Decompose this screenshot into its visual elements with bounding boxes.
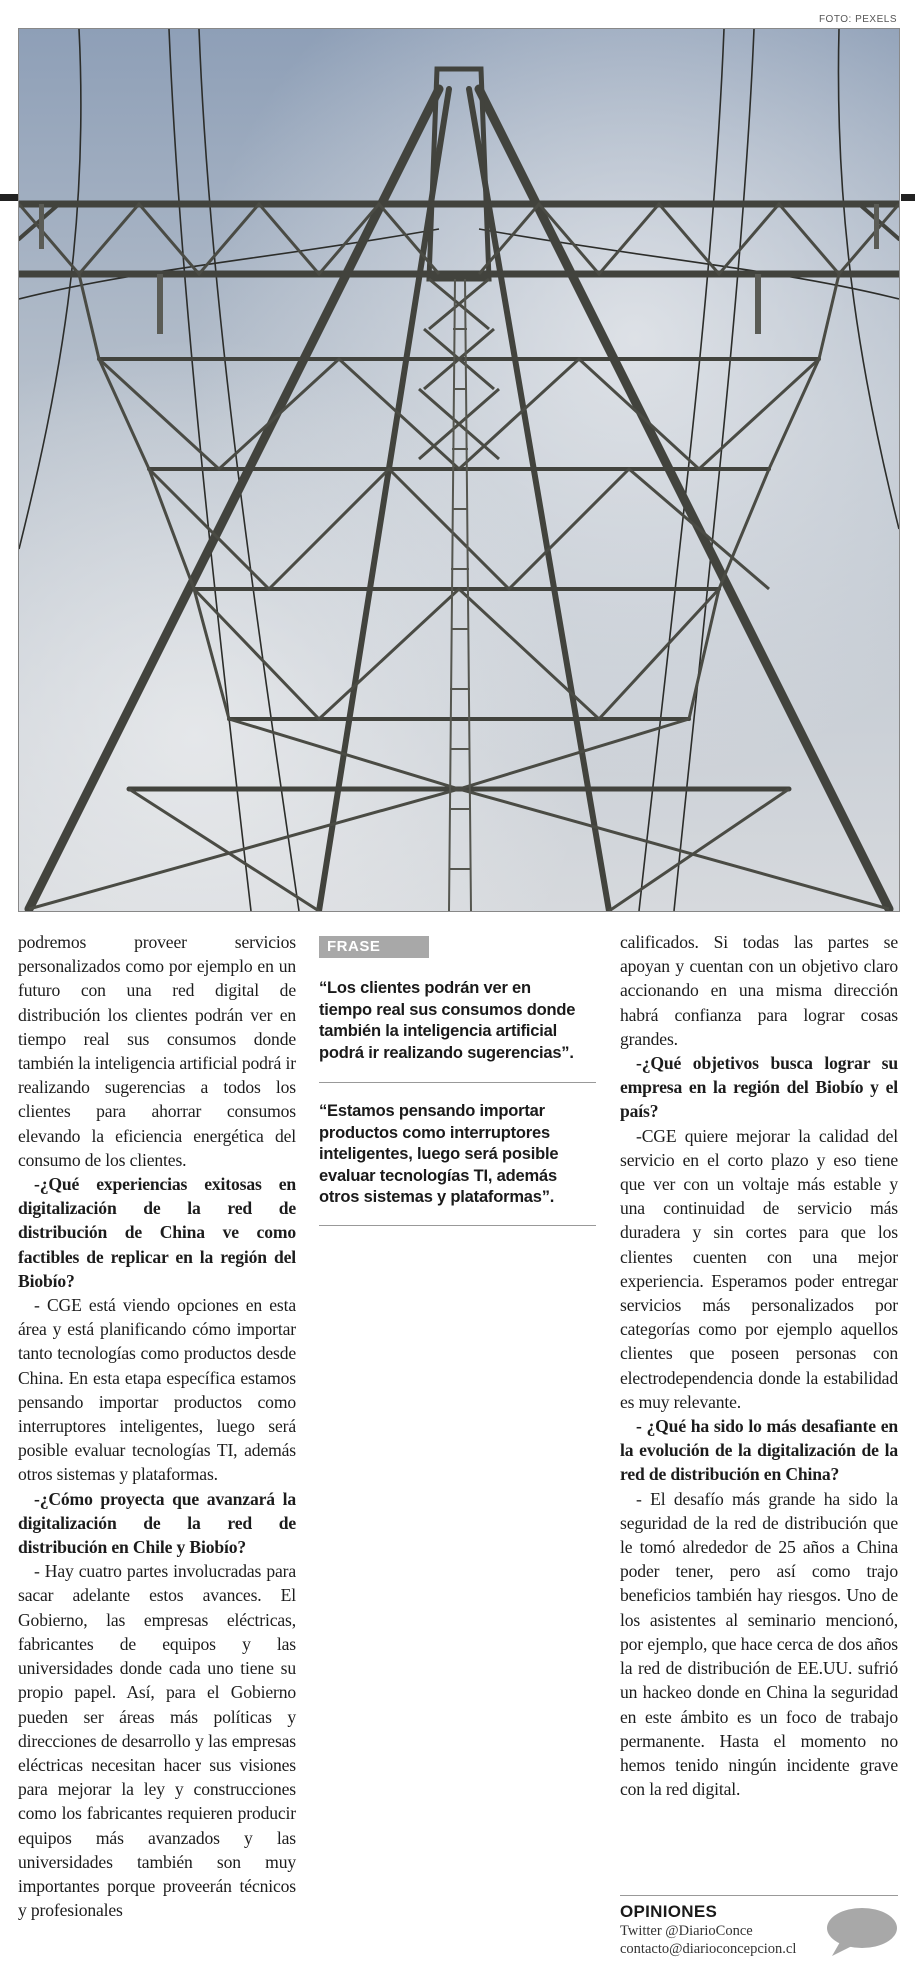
section-edge-bar-right — [901, 194, 915, 201]
section-edge-bar-left — [0, 194, 18, 201]
frase-sidebar — [319, 930, 596, 1226]
photo-credit: FOTO: PEXELS — [818, 14, 897, 25]
answer-paragraph: - CGE está viendo opciones en esta área y está planificando cómo importar tanto tecnologías como productos desde China. En esta etapa específica estamos pensando importar productos como interruptores inteligentes, luego será posible evaluar tecnologías TI, además otros sistemas y plataformas. — [18, 1295, 296, 1485]
divider — [319, 1225, 596, 1226]
interview-question: -¿Cómo proyecta que avanzará la digitalización de la red de distribución en Chile y Biobío? — [18, 1488, 296, 1558]
opiniones-title: OPINIONES — [620, 1902, 718, 1921]
interview-question: -¿Qué experiencias exitosas en digitalización de la red de distribución de China ve como factibles de replicar en la región del Biobío? — [18, 1174, 296, 1291]
article-column-1 — [18, 930, 296, 1922]
answer-paragraph: -CGE quiere mejorar la calidad del servicio en el corto plazo y eso tiene que ver con un voltaje más estable y una continuidad de servicio más duradera y sin cortes para que los clientes cuenten con una mejor experiencia. Esperamos poder entregar servicios más personalizados por categorías como por ejemplo aquellos clientes que poseen personas con electrodependencia donde la estabilidad es muy relevante. — [620, 1125, 898, 1412]
speech-bubble-icon — [824, 1906, 898, 1958]
contact-email[interactable]: contacto@diarioconcepcion.cl — [620, 1941, 797, 1957]
pull-quote-2: “Estamos pensando importar productos como interruptores inteligentes, luego será posible evaluar tecnologías TI, además otros sistemas y plataformas”. — [319, 1102, 559, 1206]
answer-paragraph: - El desafío más grande ha sido la seguridad de la red de distribución que le tomó alrededor de 25 años a China poder tener, pero así como trajo beneficios también hay riesgos. Uno de los asistentes al seminario mencionó, por ejemplo, que hace cerca de dos años la red de distribución de EE.UU. sufrió un hackeo donde en China la seguridad en este ámbito es un foco de trabajo permanente. Hasta el momento no hemos tenido ningún incidente grave con la red digital. — [620, 1488, 898, 1800]
divider — [319, 1082, 596, 1083]
answer-paragraph: calificados. Si todas las partes se apoyan y cuentan con un objetivo claro accionando en una misma dirección habrá confianza para lograr cosas grandes. — [620, 932, 898, 1049]
article-column-3 — [620, 930, 898, 1801]
interview-question: -¿Qué objetivos busca lograr su empresa en la región del Biobío y el país? — [620, 1053, 898, 1122]
pull-quote-1: “Los clientes podrán ver en tiempo real sus consumos donde también la inteligencia artificial podrá ir realizando sugerencias”. — [319, 979, 576, 1062]
power-tower-photo — [18, 28, 900, 912]
opiniones-box — [620, 1895, 898, 1958]
answer-paragraph: - Hay cuatro partes involucradas para sacar adelante estos avances. El Gobierno, las empresas eléctricas, fabricantes de equipos y las universidades donde cada uno tiene su propio papel. Así, para el Gobierno pueden ser áreas más políticas y direcciones de desarrollo y las empresas eléctricas necesitan hacer sus visiones para mejorar la ley y construcciones como los fabricantes requieren producir equipos más avanzados y las universidades también son muy importantes porque proveerán técnicos y profesionales — [18, 1561, 296, 1921]
frase-label: FRASE — [319, 936, 429, 958]
answer-paragraph: podremos proveer servicios personalizados como por ejemplo en un futuro con una red digital de distribución los clientes podrán ver en tiempo real sus consumos donde también la inteligencia artificial podrá ir realizando sugerencias a todos los clientes para ahorrar consumos elevando la eficiencia energética del consumo de los clientes. — [18, 932, 296, 1170]
interview-question: - ¿Qué ha sido lo más desafiante en la evolución de la digitalización de la red de distribución en China? — [620, 1416, 898, 1485]
twitter-handle[interactable]: Twitter @DiarioConce — [620, 1923, 753, 1939]
